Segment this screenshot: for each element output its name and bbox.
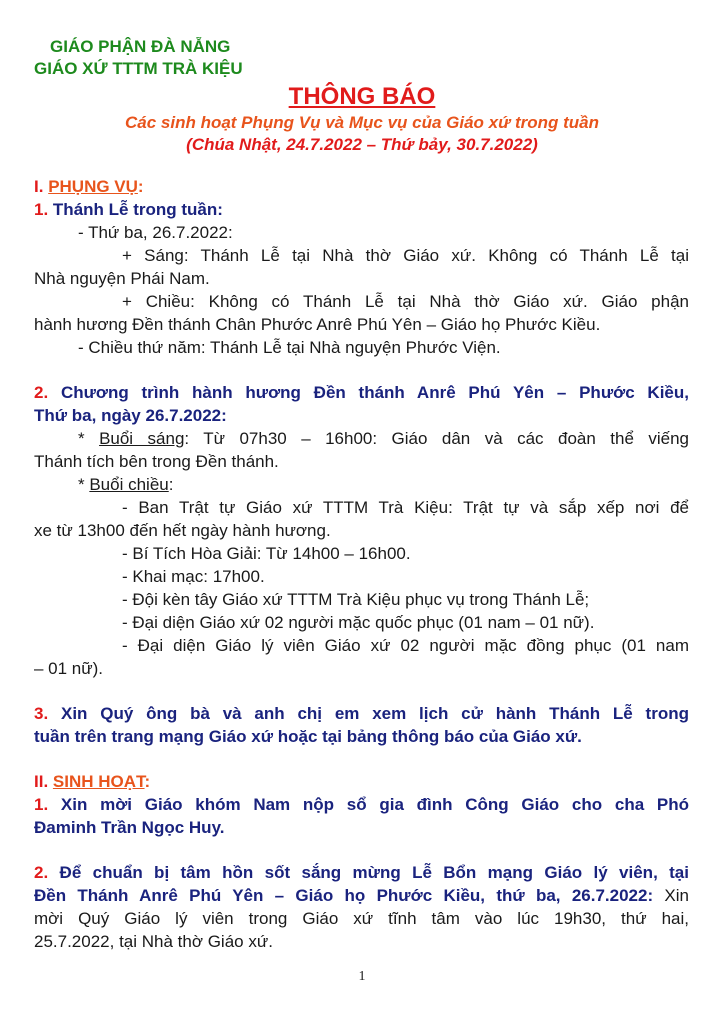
item-number: 1. (34, 200, 49, 219)
bullet: * (78, 429, 100, 448)
diocese-heading: GIÁO PHẬN ĐÀ NẴNG (50, 37, 231, 56)
parish-reps-line: - Đại diện Giáo xứ 02 người mặc quốc phục (01 nam – 01 nữ). (122, 613, 595, 632)
tuesday-morning-cont: Nhà nguyện Phái Nam. (34, 269, 210, 288)
catechist-reps-line: - Đại diện Giáo lý viên Giáo xứ 02 người mặc đồng phục (01 nam (122, 636, 689, 655)
section-number: II. (34, 772, 49, 791)
tuesday-afternoon-line: + Chiều: Không có Thánh Lễ tại Nhà thờ Giáo xứ. Giáo phận (122, 292, 689, 311)
section-number: I. (34, 177, 44, 196)
item-schedule-cont: tuần trên trang mạng Giáo xứ hoặc tại bảng thông báo của Giáo xứ. (34, 727, 582, 746)
section-title: PHỤNG VỤ (48, 177, 138, 196)
item-title: Thánh Lễ trong tuần: (52, 200, 223, 219)
activity-item-retreat (34, 862, 689, 884)
morning-text: : Từ 07h30 – 16h00: Giáo dân và các đoàn thể viếng (184, 429, 689, 448)
afternoon-colon: : (168, 475, 174, 494)
order-committee-line: - Ban Trật tự Giáo xứ TTTM Trà Kiệu: Trật tự và sắp xếp nơi để (122, 498, 689, 517)
item-text: Xin mời Giáo khóm Nam nộp sổ gia đình Công Giáo cho cha Phó (60, 795, 689, 814)
tuesday-afternoon-cont: hành hương Đền thánh Chân Phước Anrê Phú Yên – Giáo họ Phước Kiều. (34, 315, 601, 334)
retreat-plain-text: Xin (653, 886, 689, 905)
activity-item-retreat-line4: 25.7.2022, tại Nhà thờ Giáo xứ. (34, 932, 273, 951)
item-heading-pilgrimage (34, 382, 689, 404)
parish-heading: GIÁO XỨ TTTM TRÀ KIỆU (34, 59, 243, 78)
activity-item-retreat-line3: mời Quý Giáo lý viên trong Giáo xứ tĩnh tâm vào lúc 19h30, thứ hai, (34, 909, 689, 928)
activity-item-family-book-cont: Đaminh Trần Ngọc Huy. (34, 818, 225, 837)
activity-item-family-book (34, 794, 689, 816)
item-text: Để chuẩn bị tâm hồn sốt sắng mừng Lễ Bổn mạng Giáo lý viên, tại (59, 863, 689, 882)
morning-label: Buổi sáng (99, 429, 185, 448)
notice-title: THÔNG BÁO (288, 83, 436, 110)
page-number: 1 (358, 969, 366, 984)
item-number: 1. (34, 795, 49, 814)
morning-schedule-cont: Thánh tích bên trong Đền thánh. (34, 452, 279, 471)
thursday-line: - Chiều thứ năm: Thánh Lễ tại Nhà nguyện Phước Viện. (78, 338, 501, 357)
item-number: 3. (34, 704, 49, 723)
section-heading-activities (34, 771, 150, 793)
item-title: Chương trình hành hương Đền thánh Anrê Phú Yên – Phước Kiều, (60, 383, 689, 402)
notice-date-range: (Chúa Nhật, 24.7.2022 – Thứ bảy, 30.7.2022) (186, 135, 538, 154)
section-colon: : (144, 772, 151, 791)
afternoon-schedule-heading (78, 474, 173, 496)
item-number: 2. (34, 863, 49, 882)
afternoon-label: Buổi chiều (89, 475, 169, 494)
section-colon: : (137, 177, 144, 196)
item-number: 2. (34, 383, 49, 402)
section-title: SINH HOẠT (52, 772, 145, 791)
tuesday-line: - Thứ ba, 26.7.2022: (78, 223, 233, 242)
order-committee-cont: xe từ 13h00 đến hết ngày hành hương. (34, 521, 331, 540)
item-text: Xin Quý ông bà và anh chị em xem lịch cử hành Thánh Lễ trong (61, 704, 689, 723)
activity-item-retreat-line2 (34, 885, 689, 907)
item-heading-schedule (34, 703, 689, 725)
item-heading-pilgrimage-cont: Thứ ba, ngày 26.7.2022: (34, 406, 227, 425)
opening-line: - Khai mạc: 17h00. (122, 567, 265, 586)
morning-schedule-line (78, 428, 689, 450)
catechist-reps-cont: – 01 nữ). (34, 659, 104, 678)
retreat-bold-text: Đền Thánh Anrê Phú Yên – Giáo họ Phước Kiều, thứ ba, 26.7.2022: (34, 886, 654, 905)
section-heading-liturgy (34, 176, 144, 198)
confession-line: - Bí Tích Hòa Giải: Từ 14h00 – 16h00. (122, 544, 411, 563)
bullet: * (78, 475, 90, 494)
band-line: - Đội kèn tây Giáo xứ TTTM Trà Kiệu phục vụ trong Thánh Lễ; (122, 590, 590, 609)
notice-subtitle: Các sinh hoạt Phụng Vụ và Mục vụ của Giáo xứ trong tuần (124, 113, 600, 132)
tuesday-morning-line: + Sáng: Thánh Lễ tại Nhà thờ Giáo xứ. Không có Thánh Lễ tại (122, 246, 689, 265)
item-heading-masses (34, 199, 223, 221)
